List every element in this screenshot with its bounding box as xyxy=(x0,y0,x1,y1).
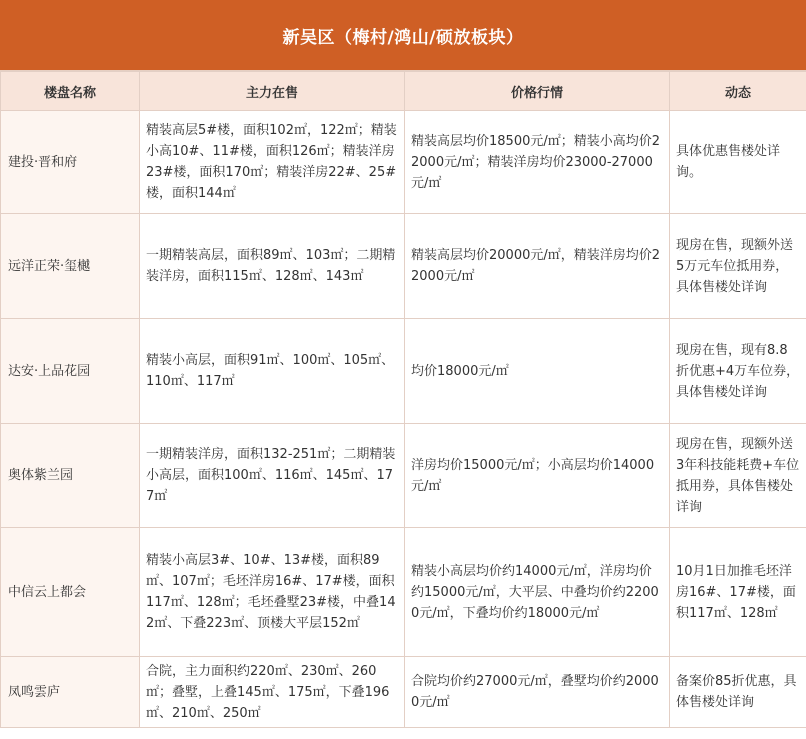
table-row xyxy=(1,424,806,528)
project-price: 洋房均价15000元/㎡；小高层均价14000元/㎡ xyxy=(405,424,670,528)
table-row xyxy=(1,111,806,214)
table-title: 新吴区（梅村/鸿山/硕放板块） xyxy=(0,0,806,71)
project-news: 现房在售，现额外送5万元车位抵用券，具体售楼处详询 xyxy=(670,214,806,319)
project-price: 均价18000元/㎡ xyxy=(405,319,670,424)
header-price: 价格行情 xyxy=(405,72,670,111)
project-name: 建投·晋和府 xyxy=(1,111,140,214)
table-row xyxy=(1,657,806,728)
project-news: 10月1日加推毛坯洋房16#、17#楼，面积117㎡、128㎡ xyxy=(670,528,806,657)
header-news: 动态 xyxy=(670,72,806,111)
project-supply: 精装小高层，面积91㎡、100㎡、105㎡、110㎡、117㎡ xyxy=(140,319,405,424)
project-supply: 合院，主力面积约220㎡、230㎡、260㎡；叠墅，上叠145㎡、175㎡，下叠196㎡、210㎡、250㎡ xyxy=(140,657,405,728)
table-row xyxy=(1,528,806,657)
project-supply: 一期精装洋房，面积132-251㎡；二期精装小高层，面积100㎡、116㎡、145㎡、177㎡ xyxy=(140,424,405,528)
project-price: 精装高层均价20000元/㎡，精装洋房均价22000元/㎡ xyxy=(405,214,670,319)
project-name: 凤鸣雲庐 xyxy=(1,657,140,728)
project-name: 奥体紫兰园 xyxy=(1,424,140,528)
table-row xyxy=(1,319,806,424)
header-supply: 主力在售 xyxy=(140,72,405,111)
project-supply: 精装小高层3#、10#、13#楼，面积89㎡、107㎡；毛坯洋房16#、17#楼，面积117㎡、128㎡；毛坯叠墅23#楼，中叠142㎡、下叠223㎡、顶楼大平层152㎡ xyxy=(140,528,405,657)
table-row xyxy=(1,214,806,319)
header-name: 楼盘名称 xyxy=(1,72,140,111)
project-name: 达安·上品花园 xyxy=(1,319,140,424)
project-supply: 精装高层5#楼，面积102㎡，122㎡；精装小高10#、11#楼，面积126㎡；精装洋房23#楼，面积170㎡；精装洋房22#、25#楼，面积144㎡ xyxy=(140,111,405,214)
header-row xyxy=(1,72,806,111)
project-supply: 一期精装高层，面积89㎡、103㎡；二期精装洋房，面积115㎡、128㎡、143㎡ xyxy=(140,214,405,319)
project-news: 备案价85折优惠，具体售楼处详询 xyxy=(670,657,806,728)
project-price: 精装小高层均价约14000元/㎡，洋房均价约15000元/㎡，大平层、中叠均价约22000元/㎡，下叠均价约18000元/㎡ xyxy=(405,528,670,657)
project-news: 现房在售，现额外送3年科技能耗费+车位抵用券，具体售楼处详询 xyxy=(670,424,806,528)
project-news: 具体优惠售楼处详询。 xyxy=(670,111,806,214)
project-name: 远洋正荣·玺樾 xyxy=(1,214,140,319)
project-news: 现房在售，现有8.8折优惠+4万车位券，具体售楼处详询 xyxy=(670,319,806,424)
listing-table xyxy=(0,71,806,728)
project-price: 合院均价约27000元/㎡，叠墅均价约20000元/㎡ xyxy=(405,657,670,728)
project-name: 中信云上都会 xyxy=(1,528,140,657)
project-price: 精装高层均价18500元/㎡；精装小高均价22000元/㎡；精装洋房均价23000-27000元/㎡ xyxy=(405,111,670,214)
